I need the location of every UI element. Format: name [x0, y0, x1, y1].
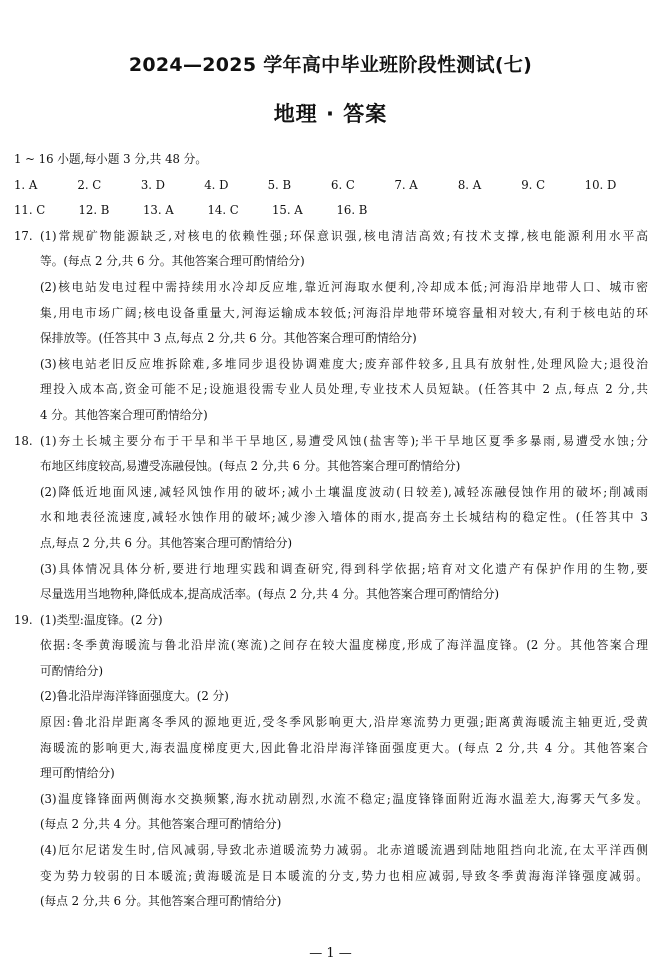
answer-line: (2)鲁北沿岸海洋锋面强度大。(2 分): [40, 689, 229, 704]
question-17-answer: [40, 224, 648, 429]
mc-answer: 13. A: [143, 203, 174, 218]
answer-line: (每点 2 分,共 4 分。其他答案合理可酌情给分): [40, 817, 282, 832]
answer-line: (2)降低近地面风速,减轻风蚀作用的破坏;减小土壤温度波动(日较差),减轻冻融侵蚀作用的破坏;削减雨: [40, 484, 648, 499]
question-number: 19.: [14, 612, 33, 627]
answer-line: 海暖流的影响更大,海表温度梯度更大,因此鲁北沿岸海洋锋面强度更大。(每点 2 分,共 4 分。其他答案合: [40, 740, 648, 755]
mc-answer: 12. B: [78, 203, 110, 218]
mc-answer: 10. D: [584, 177, 617, 192]
answer-line: (2)核电站发电过程中需持续用水冷却反应堆,靠近河海取水便利,冷却成本低;河海沿岸地带人口、城市密: [40, 279, 648, 294]
answer-line: (3)具体情况具体分析,要进行地理实践和调查研究,得到科学依据;培育对文化遗产有保护作用的生物,要: [40, 561, 648, 576]
mc-answer: 11. C: [14, 203, 46, 218]
answer-line: (3)温度锋锋面两侧海水交换频繁,海水扰动剧烈,水流不稳定;温度锋锋面附近海水温差大,海雾天气多发。: [40, 791, 648, 806]
mc-answer: 15. A: [272, 203, 303, 218]
answer-line: 保排放等。(任答其中 3 点,每点 2 分,共 6 分。其他答案合理可酌情给分): [40, 331, 417, 346]
answer-line: (1)常规矿物能源缺乏,对核电的依赖性强;环保意识强,核电清洁高效;有技术支撑,核电能源利用水平高: [40, 228, 648, 243]
answer-line: 水和地表径流速度,减轻水蚀作用的破坏;减少渗入墙体的雨水,提高夯土长城结构的稳定性。(任答其中 3: [40, 510, 648, 525]
mc-answer: 2. C: [77, 177, 102, 192]
answer-line: 理投入成本高,资金可能不足;设施退役需专业人员处理,专业技术人员短缺。(任答其中 2 点,每点 2 分,共: [40, 382, 648, 397]
mc-answer: 8. A: [457, 177, 482, 192]
answer-line: 依据:冬季黄海暖流与鲁北沿岸流(寒流)之间存在较大温度梯度,形成了海洋温度锋。(2 分。其他答案合理: [40, 638, 648, 653]
mc-answer: 14. C: [207, 203, 239, 218]
question-number: 17.: [14, 228, 33, 243]
question-18: [14, 429, 648, 608]
mc-answer: 7. A: [394, 177, 418, 192]
answer-line: (1)类型:温度锋。(2 分): [40, 612, 163, 627]
answer-line: 集,用电市场广阔;核电设备重量大,河海运输成本较低;河海沿岸地带环境容量相对较大,有利于核电站的环: [40, 305, 648, 320]
mc-answer: 5. B: [267, 177, 292, 192]
mc-answer: 4. D: [204, 177, 229, 192]
mc-answer-row-1: [14, 173, 648, 199]
answer-line: 布地区纬度较高,易遭受冻融侵蚀。(每点 2 分,共 6 分。其他答案合理可酌情给分): [40, 459, 461, 474]
answer-line: 点,每点 2 分,共 6 分。其他答案合理可酌情给分): [40, 535, 293, 550]
answer-line: 可酌情给分): [40, 663, 103, 678]
answer-line: 等。(每点 2 分,共 6 分。其他答案合理可酌情给分): [40, 254, 305, 269]
answer-line: (4)厄尔尼诺发生时,信风减弱,导致北赤道暖流势力减弱。北赤道暖流遇到陆地阻挡向北流,在太平洋西侧: [40, 843, 648, 858]
question-18-answer: [40, 429, 648, 608]
answer-line: (每点 2 分,共 6 分。其他答案合理可酌情给分): [40, 894, 282, 909]
question-19: [14, 608, 648, 915]
page-number: — 1 —: [309, 946, 352, 961]
question-19-answer: [40, 608, 648, 915]
mc-answer: 9. C: [521, 177, 546, 192]
question-number: 18.: [14, 433, 33, 448]
answer-line: 原因:鲁北沿岸距离冬季风的源地更近,受冬季风影响更大,沿岸寒流势力更强;距离黄海暖流主轴更近,受黄: [40, 715, 648, 730]
answer-line: 4 分。其他答案合理可酌情给分): [40, 407, 208, 422]
answer-content: [14, 147, 648, 915]
answer-line: 变为势力较弱的日本暖流;黄海暖流是日本暖流的分支,势力也相应减弱,导致冬季黄海海洋锋强度减弱。: [40, 868, 648, 883]
mc-answer-row-2: [14, 198, 648, 224]
mc-answer: 3. D: [140, 177, 166, 192]
question-17: [14, 224, 648, 429]
answer-line: (1)夯土长城主要分布于干旱和半干旱地区,易遭受风蚀(盐害等);半干旱地区夏季多暴雨,易遭受水蚀;分: [40, 433, 648, 448]
mc-answer: 16. B: [336, 203, 368, 218]
mc-answer: 1. A: [14, 177, 38, 192]
page-subtitle: 地理 · 答案: [273, 102, 388, 126]
answer-line: (3)核电站老旧反应堆拆除难,多堆同步退役协调难度大;废弃部件较多,且具有放射性,处理风险大;退役治: [40, 356, 648, 371]
mc-intro: 1 ~ 16 小题,每小题 3 分,共 48 分。: [14, 152, 208, 166]
answer-line: 尽量选用当地物种,降低成本,提高成活率。(每点 2 分,共 4 分。其他答案合理可酌情给分): [40, 587, 500, 602]
answer-line: 理可酌情给分): [40, 766, 115, 781]
page-title: 2024—2025 学年高中毕业班阶段性测试(七): [128, 54, 533, 76]
mc-answer: 6. C: [331, 177, 355, 192]
